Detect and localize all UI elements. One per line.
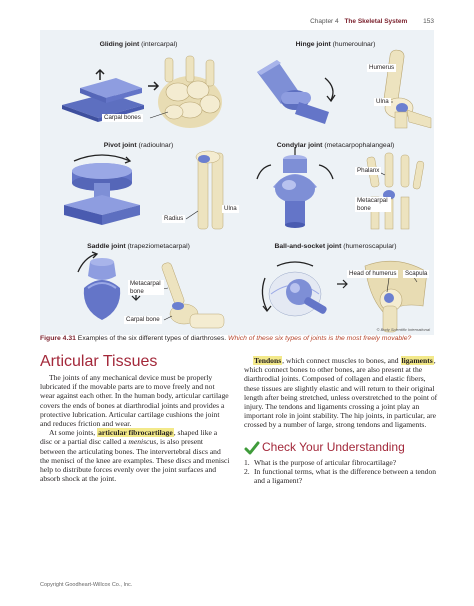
question-item: 2. In functional terms, what is the difference between a tendon and a ligament? bbox=[244, 466, 437, 486]
question-item: 1. What is the purpose of articular fibrocartilage? bbox=[244, 457, 397, 467]
pivot-joint-illustration bbox=[40, 131, 237, 232]
label-phalanx: Phalanx bbox=[357, 167, 380, 174]
page-number: 153 bbox=[423, 18, 434, 25]
caption-text: Examples of the six different types of diarthroses. bbox=[77, 335, 227, 342]
panel-title: Ball-and-socket joint (humeroscapular) bbox=[274, 243, 397, 250]
page-footer-copyright: Copyright Goodheart-Willcox Co., Inc. bbox=[40, 582, 133, 588]
panel-title: Gliding joint (intercarpal) bbox=[99, 41, 178, 48]
checkmark-icon bbox=[244, 440, 260, 456]
panel-ball-and-socket-joint bbox=[237, 232, 434, 333]
condylar-joint-illustration bbox=[237, 131, 434, 232]
term-ligaments: ligaments bbox=[401, 356, 433, 365]
running-head bbox=[310, 18, 434, 25]
panel-gliding-joint bbox=[40, 30, 237, 131]
panel-saddle-joint bbox=[40, 232, 237, 333]
check-your-understanding bbox=[244, 440, 438, 486]
paragraph-tendons-ligaments: Tendons, which connect muscles to bones, and ligaments, which connect bones to other bones, are also present at the diarthrodial joints. Composed of collagen and elastic fibers, these tissues are slightly elastic and will return to their original length after being stretched, unless overstretched to the point of injury. The tendons and ligaments crossing a joint play an important role in joint stability. The hip joints, in particular, are crossed by a number of large, strong tendons and ligaments. bbox=[244, 356, 438, 430]
hinge-joint-illustration bbox=[237, 30, 434, 131]
label-head-of-humerus: Head of humerus bbox=[349, 270, 397, 277]
question-list bbox=[244, 458, 438, 486]
panel-title: Hinge joint (humeroulnar) bbox=[295, 41, 376, 48]
figure-number: Figure 4.31 bbox=[40, 335, 76, 342]
joint-types-figure bbox=[40, 30, 434, 335]
section-heading: Articular Tissues bbox=[40, 353, 158, 370]
panel-title: Condylar joint (metacarpophalangeal) bbox=[276, 142, 395, 149]
label-carpal-bone: Carpal bone bbox=[126, 316, 160, 323]
paragraph-fibrocartilage: At some joints, articular fibrocartilage, shaped like a disc or a partial disc called a meniscus, is also present between the articulating bones. The intervertebral discs and the menisci of the knee are examples. These discs and menisci help to distribute forces evenly over the joint surfaces and absorb shock at the joint. bbox=[40, 428, 230, 484]
panel-title: Pivot joint (radioulnar) bbox=[103, 142, 174, 149]
term-articular-fibrocartilage: articular fibrocartilage bbox=[98, 428, 173, 438]
panel-title: Saddle joint (trapeziometacarpal) bbox=[87, 243, 190, 250]
ball-and-socket-joint-illustration bbox=[237, 232, 434, 333]
check-header bbox=[244, 440, 438, 456]
paragraph-lubrication: The joints of any mechanical device must be properly lubricated if the movable parts are to move freely and not wear against each other. In the human body, articular cartilage covers the ends of bones at diarthrodial joints and provides a protective lubrication. Articular cartilage cushions the joint and reduces friction and wear. bbox=[40, 373, 229, 429]
label-ulna: Ulna bbox=[376, 98, 389, 105]
panel-condylar-joint bbox=[237, 131, 434, 232]
panel-hinge-joint bbox=[237, 30, 434, 131]
figure-caption bbox=[40, 334, 460, 343]
term-meniscus: meniscus bbox=[128, 437, 157, 447]
term-tendons: Tendons bbox=[254, 356, 282, 365]
label-humerus: Humerus bbox=[369, 64, 395, 71]
label-scapula: Scapula bbox=[405, 270, 428, 277]
label-carpal-bones: Carpal bones bbox=[104, 114, 141, 121]
panel-pivot-joint bbox=[40, 131, 237, 232]
label-metacarpal-bone: Metacarpal bone bbox=[355, 197, 391, 212]
label-metacarpal-bone: Metacarpal bone bbox=[128, 280, 164, 295]
caption-question: Which of these six types of joints is the most freely movable? bbox=[228, 335, 412, 342]
figure-credit: © Body Scientific International bbox=[376, 327, 430, 332]
right-column bbox=[244, 356, 438, 485]
chapter-title: The Skeletal System bbox=[344, 18, 408, 25]
check-title: Check Your Understanding bbox=[262, 440, 405, 455]
label-ulna: Ulna bbox=[224, 205, 237, 212]
chapter-number: Chapter 4 bbox=[310, 18, 339, 25]
label-radius: Radius bbox=[164, 215, 184, 222]
left-column bbox=[40, 352, 230, 483]
